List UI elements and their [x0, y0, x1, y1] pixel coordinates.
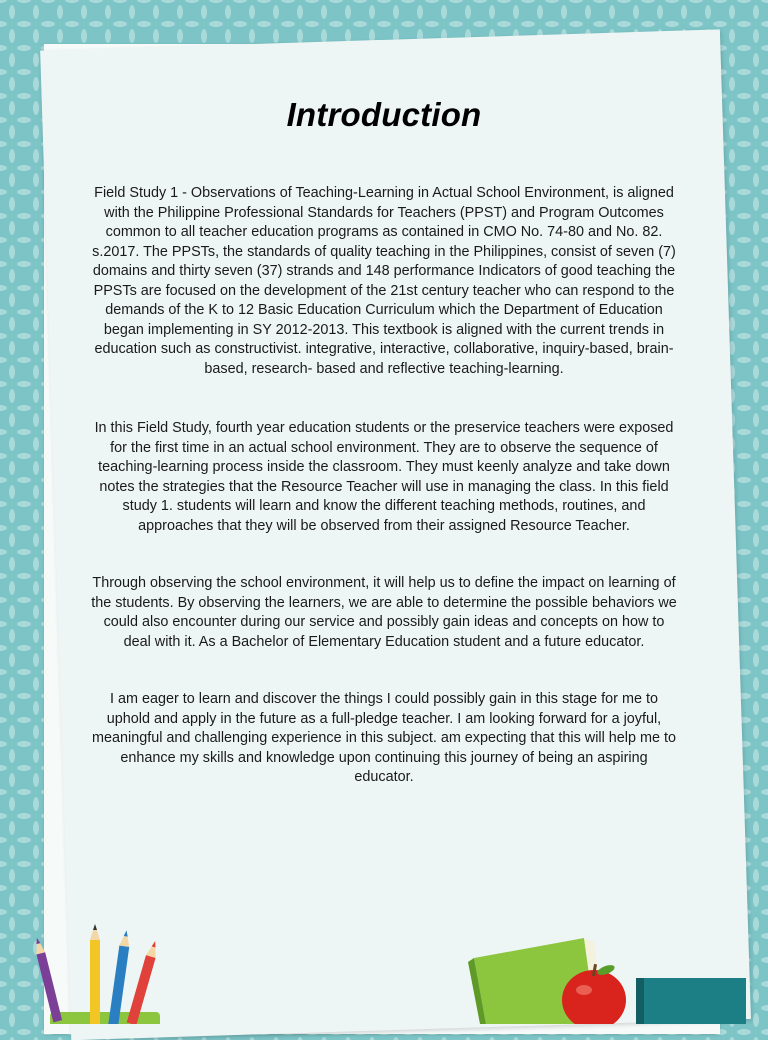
page-title: Introduction: [286, 96, 482, 133]
teal-book: [636, 978, 746, 1024]
colored-pencils-icon: [30, 924, 180, 1024]
pencil-yellow: [90, 924, 100, 1024]
paragraph-1: Field Study 1 - Observations of Teaching-Learning in Actual School Environment, is aligned with the Philippine Professional Standards for Teachers (PPST) and Program Outcomes common to all teacher education programs as contained in CMO No. 74-80 and No. 82. s.2017. The PPSTs, the standards of quality teaching in the Philippines, consist of seven (7) domains and thirty seven (37) strands and 148 performance Indicators of good teaching the PPSTs are focused on the development of the 21st century teacher who can respond to the demands of the K to 12 Basic Education Curriculum which the Department of Education began implementing in SY 2012-2013. This textbook is aligned with the current trends in education such as constructivist. integrative, interactive, collaborative, inquiry-based, brain-based, research- based and reflective teaching-learning.: [92, 185, 676, 377]
pencil-cup: [50, 1012, 160, 1024]
pencil-red: [127, 940, 160, 1024]
document-body: [90, 96, 678, 826]
paragraph-2: In this Field Study, fourth year education students or the preservice teachers were exposed for the first time in an actual school environment. They are to observe the sequence of teaching-learning process inside the classroom. They must keenly analyze and take down notes the strategies that the Resource Teacher will use in managing the class. In this field study 1. students will learn and know the different teaching methods, routines, and approaches that they will be observed from their assigned Resource Teacher.: [94, 420, 674, 534]
pencil-purple: [33, 937, 63, 1023]
pencil-blue: [108, 930, 131, 1024]
books-and-apple-icon: [466, 930, 746, 1024]
paragraph-3: Through observing the school environment, it will help us to define the impact on learning of the students. By observing the learners, we are able to determine the possible behaviors we could also encounter during our service and possibly gain ideas and concepts on how to deal with it. As a Bachelor of Elementary Education student and a future educator.: [91, 575, 677, 650]
paragraph-4: I am eager to learn and discover the things I could possibly gain in this stage for me to uphold and apply in the future as a full-pledge teacher. I am looking forward for a joyful, meaningful and challenging experience in this subject. am expecting that this will help me to enhance my skills and knowledge upon continuing this journey of being an aspiring educator.: [92, 691, 676, 785]
